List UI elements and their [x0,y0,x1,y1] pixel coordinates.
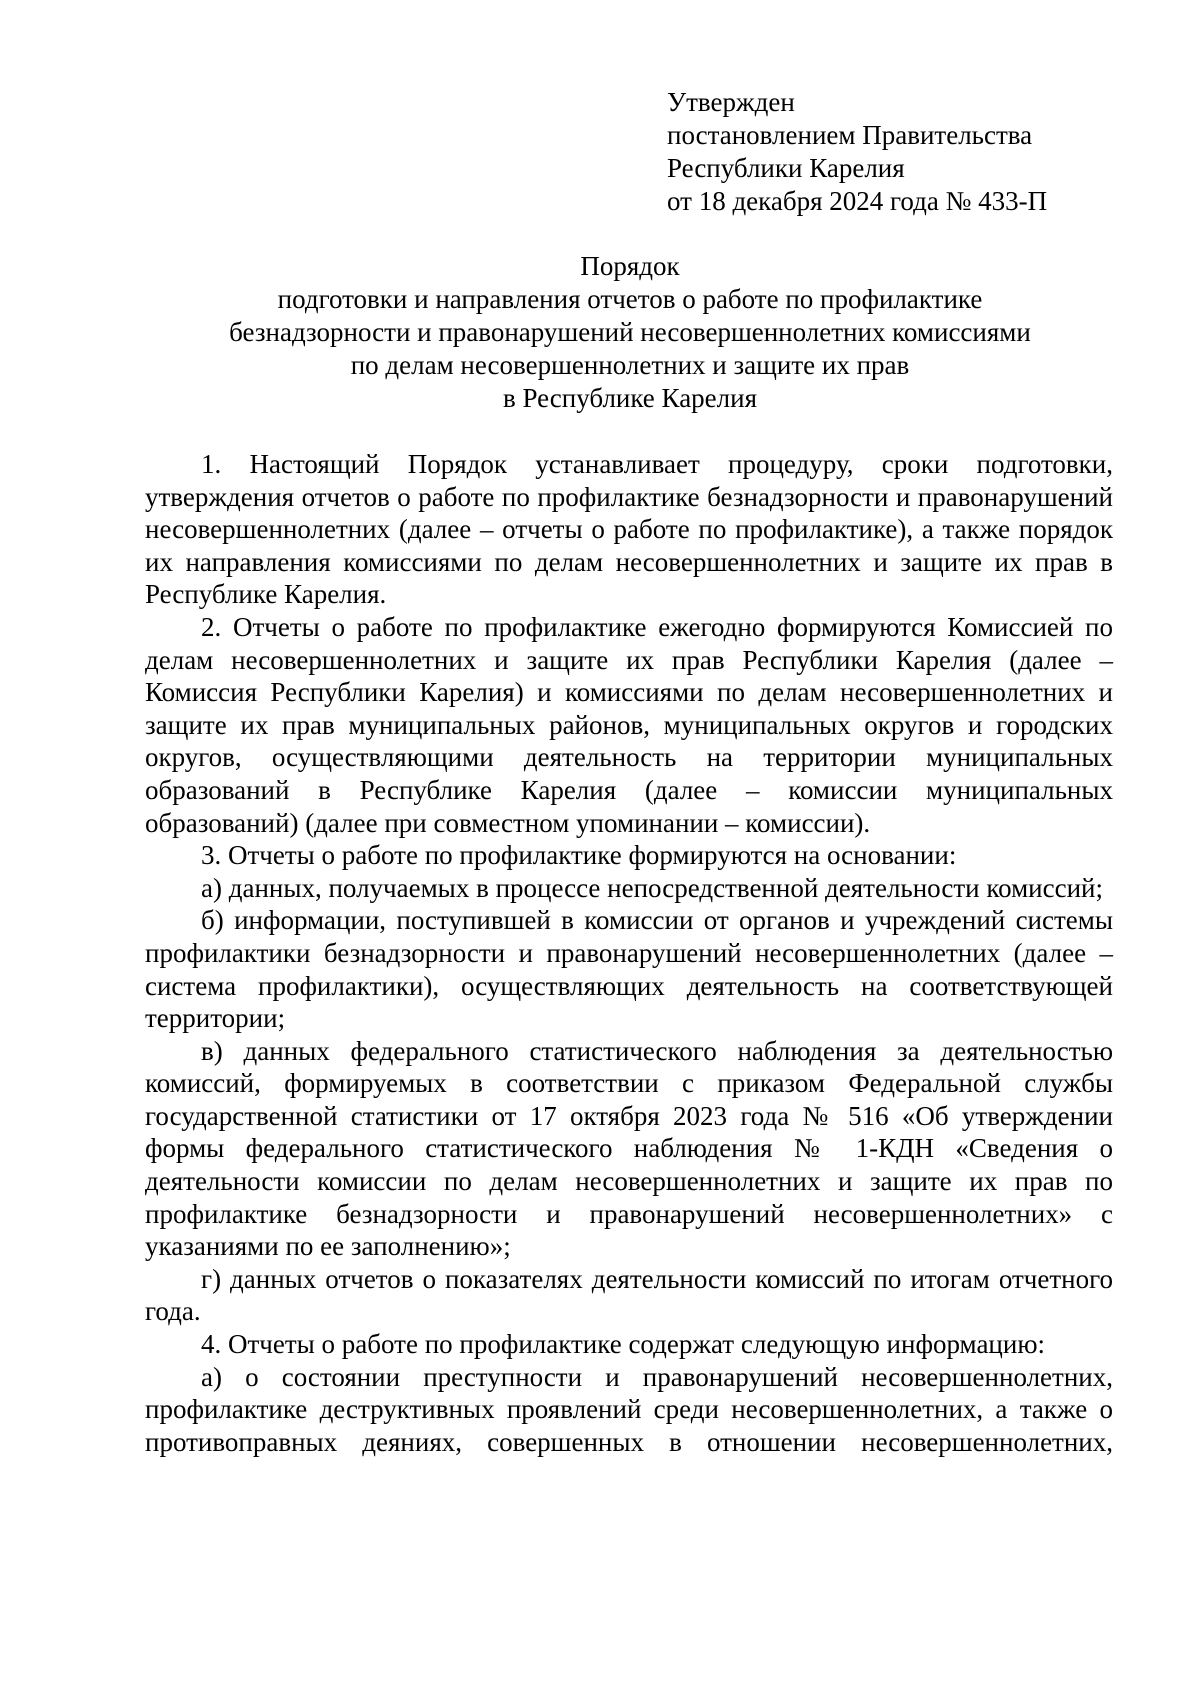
approval-line: Утвержден [667,87,795,117]
title-line: в Республике Карелия [502,383,758,413]
paragraph-3g: г) данных отчетов о показателях деятельности комиссий по итогам отчетного года. [145,1263,1113,1327]
approval-stamp-block [667,86,1087,218]
title-line: безнадзорности и правонарушений несовершеннолетних комиссиями [229,317,1031,347]
paragraph-1: 1. Настоящий Порядок устанавливает процедуру, сроки подготовки, утверждения отчетов о работе по профилактике безнадзорности и правонарушений несовершеннолетних (далее – отчеты о работе по профилактике), а также порядок их направления комиссиями по делам несовершеннолетних и защите их прав в Республике Карелия. [145,449,1113,610]
title-heading: Порядок [580,251,680,281]
paragraph-3v: в) данных федерального статистического наблюдения за деятельностью комиссий, формируемых в соответствии с приказом Федеральной службы государственной статистики от 17 октября 2023 года № 516 «Об утверждении формы федерального статистического наблюдения № 1-КДН «Сведения о деятельности комиссии по делам несовершеннолетних и защите их прав по профилактике безнадзорности и правонарушений несовершеннолетних» с указаниями по ее заполнению»; [145,1035,1113,1262]
paragraph-3b: б) информации, поступившей в комиссии от органов и учреждений системы профилактики безнадзорности и правонарушений несовершеннолетних (далее – система профилактики), осуществляющих деятельность на соответствующей территории; [145,905,1113,1034]
approval-date-number: от 18 декабря 2024 года № 433-П [667,186,1048,216]
paragraph-2: 2. Отчеты о работе по профилактике ежегодно формируются Комиссией по делам несовершеннолетних и защите их прав Республики Карелия (далее – Комиссия Республики Карелия) и комиссиями по делам несовершеннолетних и защите их прав муниципальных районов, муниципальных округов и городских округов, осуществляющими деятельность на территории муниципальных образований в Республике Карелия (далее – комиссии муниципальных образований) (далее при совместном упоминании – комиссии). [145,611,1113,838]
document-title [140,250,1120,415]
approval-line: Республики Карелия [667,153,905,183]
paragraph-3: 3. Отчеты о работе по профилактике формируются на основании: [201,840,957,871]
title-line: по делам несовершеннолетних и защите их прав [350,350,910,380]
paragraph-4: 4. Отчеты о работе по профилактике содержат следующую информацию: [201,1329,1046,1360]
title-line: подготовки и направления отчетов о работе по профилактике [277,284,983,314]
paragraph-4a: а) о состоянии преступности и правонарушений несовершеннолетних, профилактике деструктивных проявлений среди несовершеннолетних, а также о противоправных деяниях, совершенных в отношении несовершеннолетних, [145,1361,1113,1457]
approval-line: постановлением Правительства [667,120,1033,150]
document-body [145,448,1113,1458]
paragraph-3a: а) данных, получаемых в процессе непосредственной деятельности комиссий; [201,872,1103,903]
